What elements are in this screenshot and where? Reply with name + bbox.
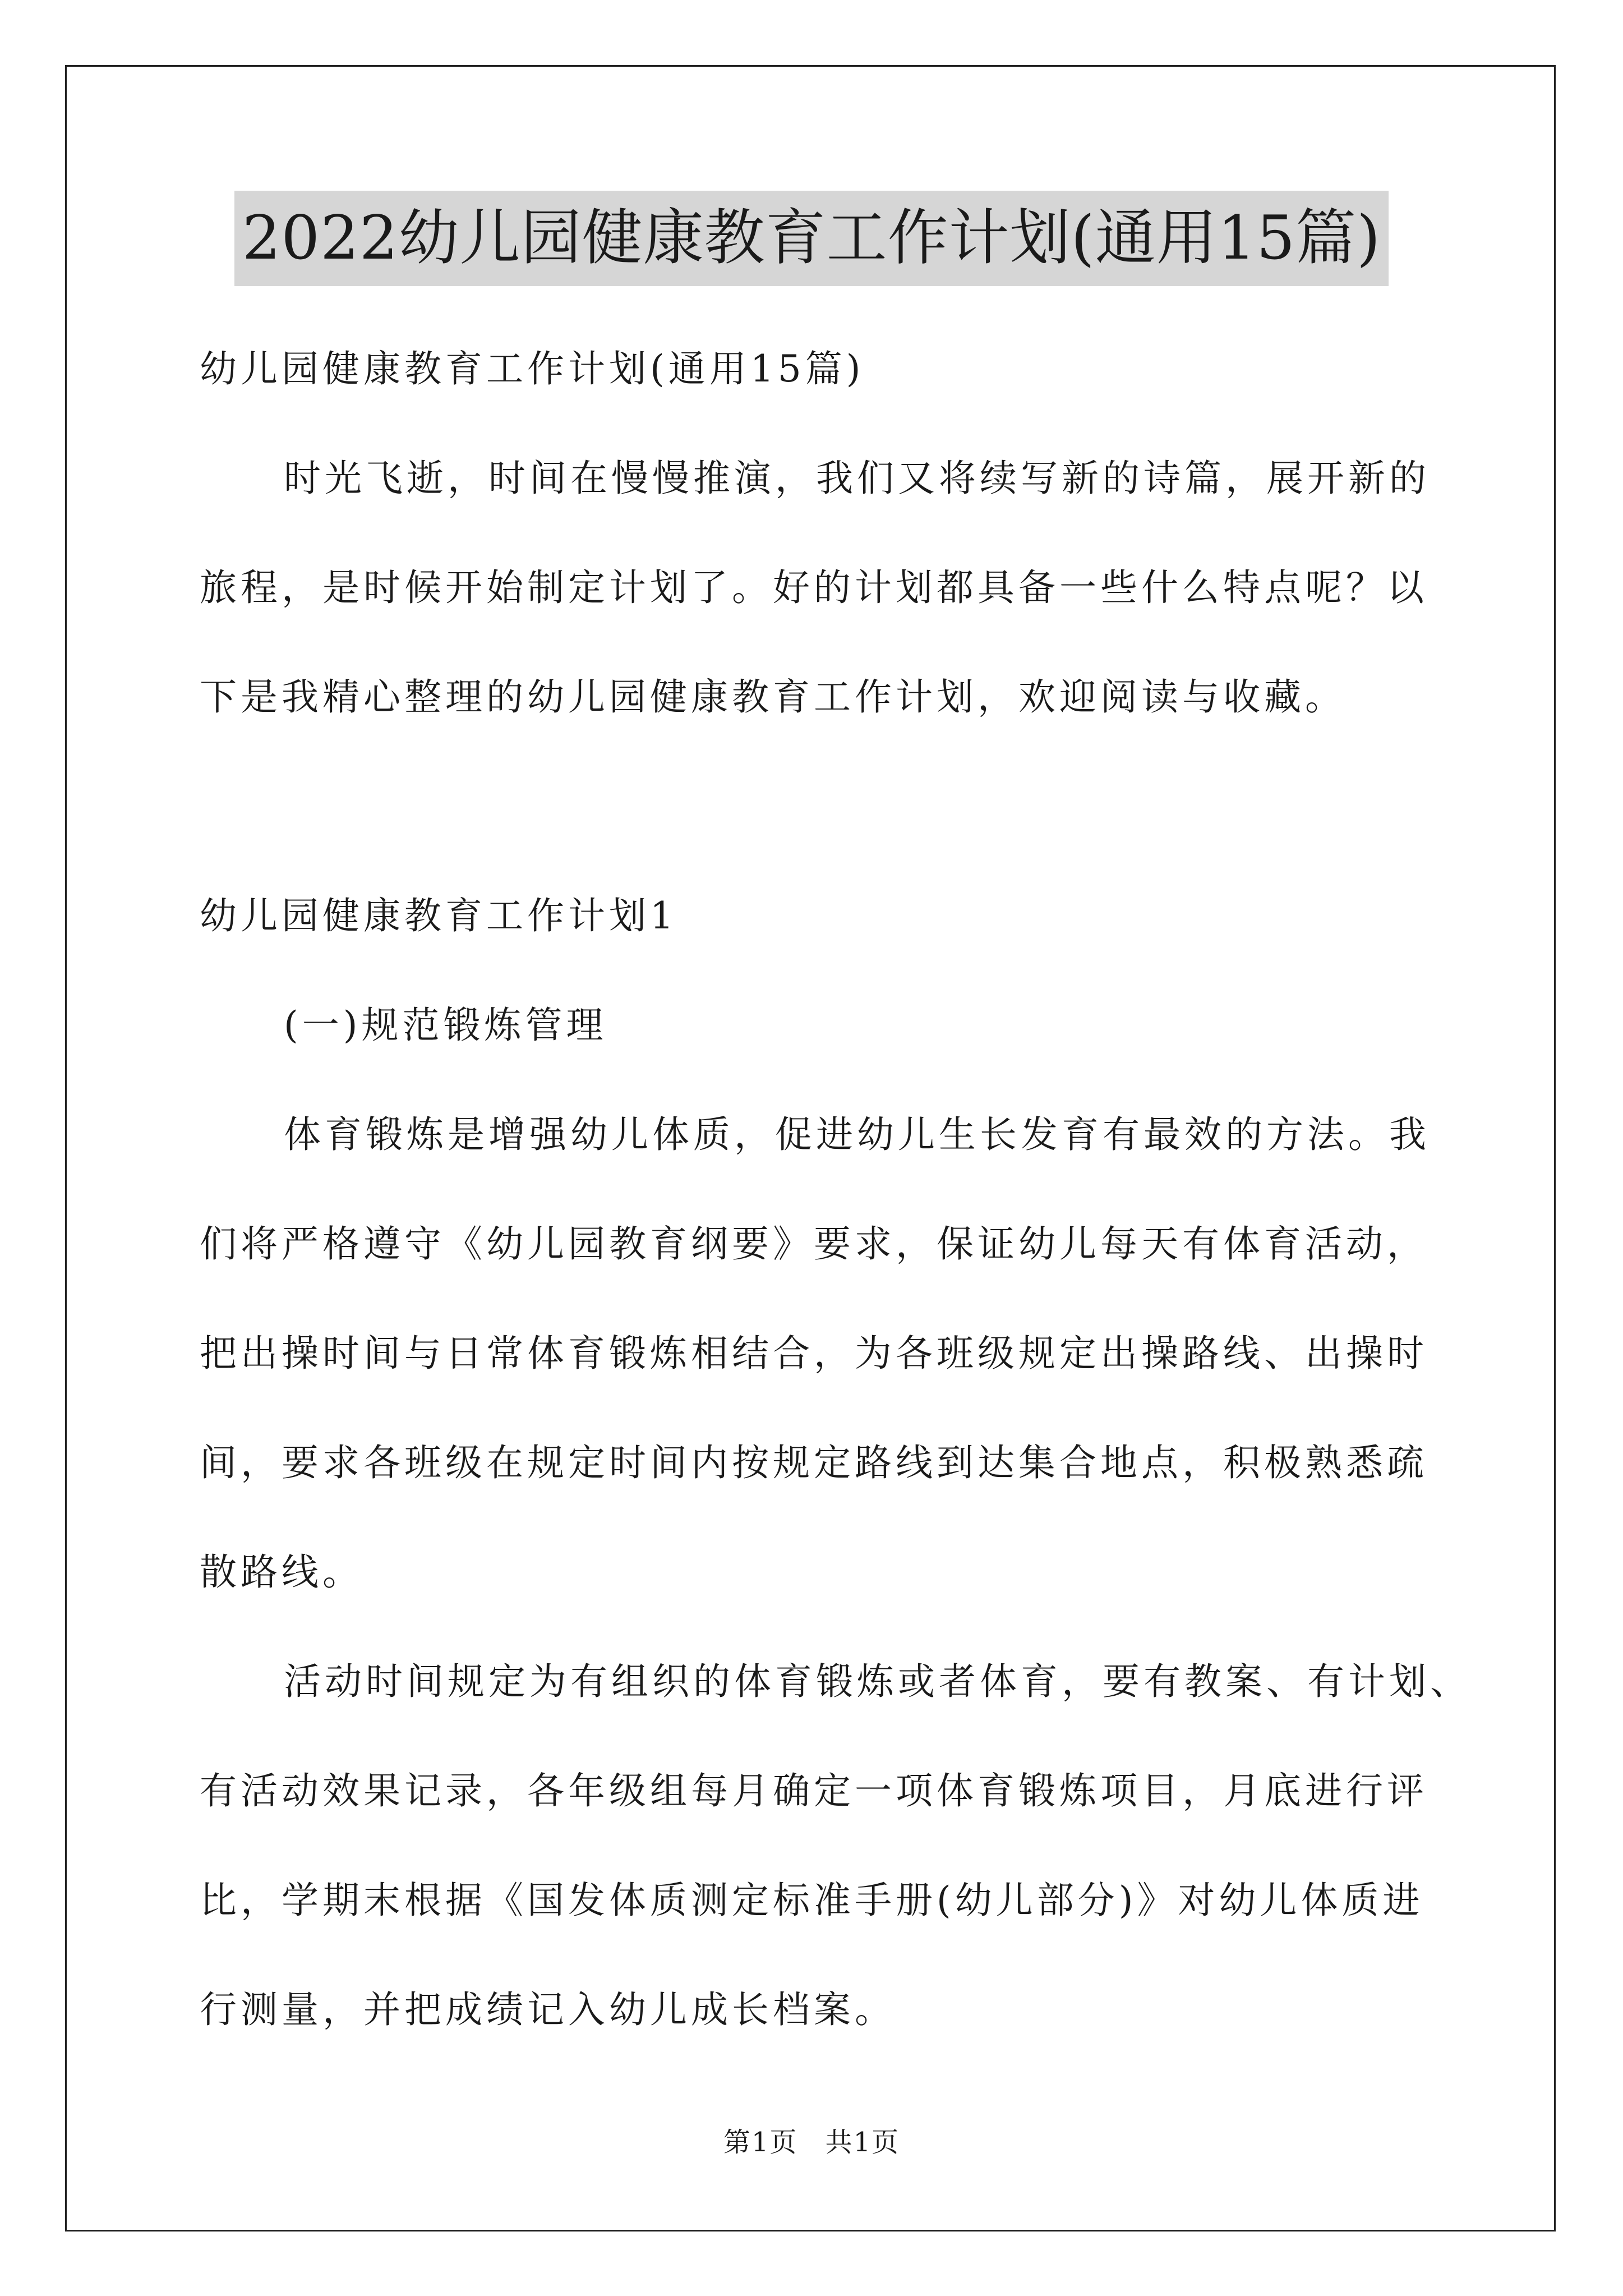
document-title: 2022幼儿园健康教育工作计划(通用15篇) (234, 191, 1389, 286)
paragraph-line: 体育锻炼是增强幼儿体质，促进幼儿生长发育有最效的方法。我 (284, 1113, 1430, 1156)
paragraph-line: 下是我精心整理的幼儿园健康教育工作计划，欢迎阅读与收藏。 (200, 675, 1346, 719)
page-number: 第1页 (723, 2127, 798, 2158)
paragraph-line: 间，要求各班级在规定时间内按规定路线到达集合地点，积极熟悉疏 (200, 1441, 1428, 1484)
paragraph-line: 有活动效果记录，各年级组每月确定一项体育锻炼项目，月底进行评 (200, 1769, 1428, 1812)
paragraph-line: 活动时间规定为有组织的体育锻炼或者体育，要有教案、有计划、 (284, 1660, 1471, 1703)
title-container (0, 191, 1623, 286)
page-total: 共1页 (825, 2127, 900, 2158)
blank-line (200, 752, 1456, 861)
paragraph-line: 比，学期末根据《国发体质测定标准手册(幼儿部分)》对幼儿体质进 (200, 1879, 1424, 1922)
paragraph-line: 旅程，是时候开始制定计划了。好的计划都具备一些什么特点呢？以 (200, 566, 1428, 609)
paragraph-line: 们将严格遵守《幼儿园教育纲要》要求，保证幼儿每天有体育活动， (200, 1222, 1428, 1266)
subsection-heading: (一)规范锻炼管理 (284, 1004, 607, 1047)
document-body (200, 314, 1471, 2064)
paragraph-line: 行测量，并把成绩记入幼儿成长档案。 (200, 1988, 896, 2031)
paragraph-line: 时光飞逝，时间在慢慢推演，我们又将续写新的诗篇，展开新的 (284, 457, 1430, 500)
paragraph-line: 把出操时间与日常体育锻炼相结合，为各班级规定出操路线、出操时 (200, 1332, 1428, 1375)
subtitle-line: 幼儿园健康教育工作计划(通用15篇) (200, 347, 865, 390)
section-heading: 幼儿园健康教育工作计划1 (200, 894, 677, 937)
paragraph-line: 散路线。 (200, 1550, 363, 1594)
page-footer (0, 2120, 1623, 2159)
